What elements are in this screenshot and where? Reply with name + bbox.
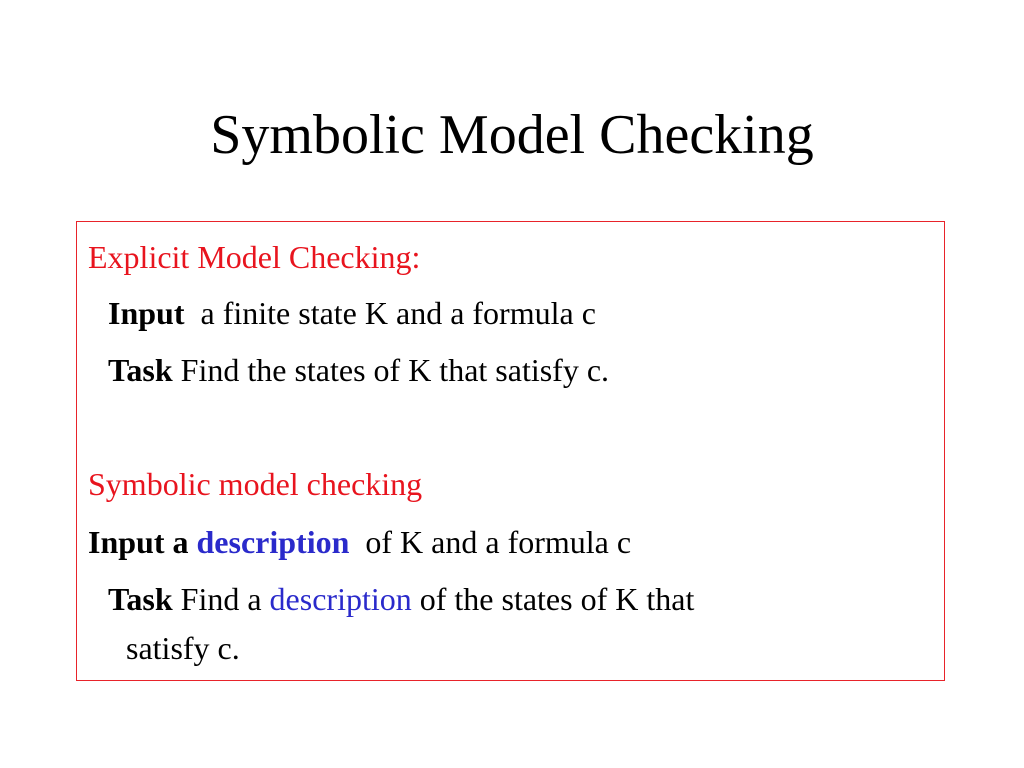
symbolic-task-prefix: Find a: [180, 581, 262, 617]
explicit-input-label: Input: [108, 295, 185, 331]
symbolic-input-text: of K and a formula c: [365, 524, 632, 560]
explicit-heading: Explicit Model Checking:: [88, 239, 421, 275]
explicit-task-line: [108, 350, 609, 390]
symbolic-input-line: [88, 522, 631, 562]
symbolic-task-continuation: satisfy c.: [126, 630, 240, 666]
slide-title: Symbolic Model Checking: [210, 104, 814, 166]
content-box: [76, 221, 945, 681]
explicit-task-text: Find the states of K that satisfy c.: [180, 352, 610, 388]
symbolic-task-line: [108, 579, 694, 619]
symbolic-task-highlight: description: [269, 581, 412, 617]
explicit-task-label: Task: [108, 352, 173, 388]
symbolic-input-label: Input a: [88, 524, 189, 560]
symbolic-heading: Symbolic model checking: [88, 466, 423, 502]
explicit-input-line: [108, 293, 596, 333]
symbolic-task-text: of the states of K that: [419, 581, 695, 617]
symbolic-input-highlight: description: [196, 524, 350, 560]
explicit-input-text: a finite state K and a formula c: [200, 295, 596, 331]
symbolic-task-label: Task: [108, 581, 173, 617]
